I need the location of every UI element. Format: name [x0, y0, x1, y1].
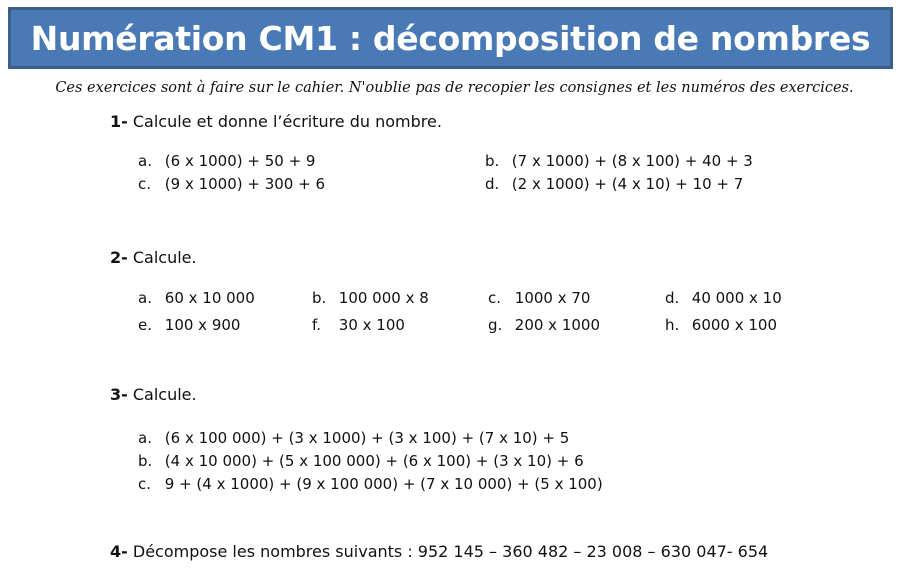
item-label: f.: [312, 316, 321, 334]
item-text: 1000 x 70: [514, 289, 591, 307]
exercise-3-title: Calcule.: [132, 385, 197, 404]
item-text: 100 000 x 8: [338, 289, 429, 307]
exercise-2-item-f: [312, 316, 405, 334]
item-text: 6000 x 100: [691, 316, 777, 334]
item-label: a.: [138, 429, 152, 447]
exercise-1-title: Calcule et donne l’écriture du nombre.: [132, 112, 442, 131]
item-label: c.: [138, 175, 152, 193]
exercise-2-item-c: [488, 289, 590, 307]
instruction-text: Ces exercices sont à faire sur le cahier. N'oublie pas de recopier les consignes et les numéros des exercices.: [55, 80, 854, 96]
exercise-2-item-a: [138, 289, 255, 307]
exercise-3-item-a: [138, 429, 569, 447]
item-label: g.: [488, 316, 503, 334]
exercise-1-number: 1-: [110, 112, 128, 131]
exercise-1-item-c: [138, 175, 325, 193]
item-label: d.: [485, 175, 500, 193]
exercise-3-heading: [110, 385, 197, 404]
exercise-3-item-b: [138, 452, 584, 470]
exercise-4-number: 4-: [110, 542, 128, 561]
item-text: (2 x 1000) + (4 x 10) + 10 + 7: [511, 175, 744, 193]
exercise-2-item-b: [312, 289, 429, 307]
item-text: (6 x 1000) + 50 + 9: [164, 152, 316, 170]
item-text: 60 x 10 000: [164, 289, 255, 307]
item-text: 9 + (4 x 1000) + (9 x 100 000) + (7 x 10 000) + (5 x 100): [164, 475, 603, 493]
item-label: b.: [485, 152, 500, 170]
item-label: c.: [138, 475, 152, 493]
item-label: a.: [138, 289, 152, 307]
item-text: 30 x 100: [338, 316, 405, 334]
item-label: b.: [312, 289, 327, 307]
item-text: 40 000 x 10: [691, 289, 782, 307]
item-text: (9 x 1000) + 300 + 6: [164, 175, 325, 193]
item-label: h.: [665, 316, 680, 334]
item-text: (4 x 10 000) + (5 x 100 000) + (6 x 100) + (3 x 10) + 6: [164, 452, 584, 470]
exercise-2-heading: [110, 248, 197, 267]
exercise-2-title: Calcule.: [132, 248, 197, 267]
exercise-2-item-h: [665, 316, 777, 334]
item-label: b.: [138, 452, 153, 470]
page-title: Numération CM1 : décomposition de nombres: [30, 18, 871, 58]
item-label: a.: [138, 152, 152, 170]
item-text: (6 x 100 000) + (3 x 1000) + (3 x 100) + (7 x 10) + 5: [164, 429, 570, 447]
item-label: e.: [138, 316, 152, 334]
exercise-1-item-d: [485, 175, 743, 193]
exercise-2-item-g: [488, 316, 600, 334]
exercise-3-item-c: [138, 475, 603, 493]
exercise-2-item-e: [138, 316, 240, 334]
item-label: c.: [488, 289, 502, 307]
exercise-2-item-d: [665, 289, 782, 307]
exercise-1-item-b: [485, 152, 753, 170]
item-text: 100 x 900: [164, 316, 241, 334]
exercise-4-heading: [110, 542, 768, 561]
title-banner: [8, 7, 893, 69]
exercise-4-title: Décompose les nombres suivants : 952 145 – 360 482 – 23 008 – 630 047- 654: [132, 542, 769, 561]
exercise-1-item-a: [138, 152, 315, 170]
exercise-1-heading: [110, 112, 442, 131]
item-text: (7 x 1000) + (8 x 100) + 40 + 3: [511, 152, 753, 170]
item-text: 200 x 1000: [514, 316, 600, 334]
exercise-3-number: 3-: [110, 385, 128, 404]
item-label: d.: [665, 289, 680, 307]
exercise-2-number: 2-: [110, 248, 128, 267]
